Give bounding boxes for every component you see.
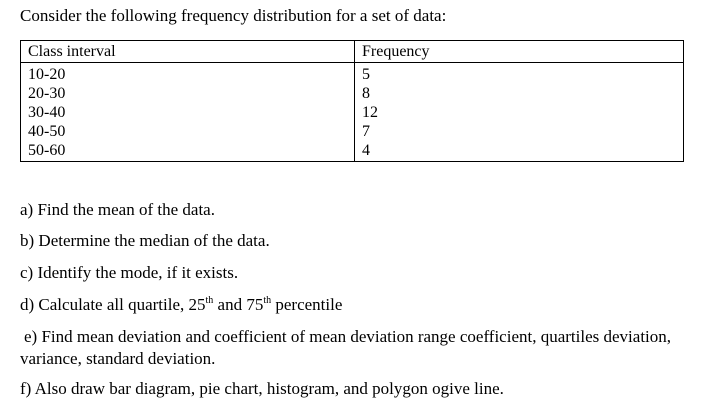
question-d-prefix: d) Calculate all quartile, 25: [20, 295, 206, 314]
header-frequency: Frequency: [355, 41, 684, 63]
ordinal-suffix: th: [205, 295, 214, 306]
question-a: a) Find the mean of the data.: [20, 200, 215, 219]
frequency-cell: 12: [362, 104, 378, 121]
question-d-middle: and 75: [213, 295, 264, 314]
question-e: [20, 326, 710, 370]
intro-text: Consider the following frequency distribution for a set of data:: [20, 6, 447, 25]
table-header-row: [21, 41, 684, 63]
table-row: [21, 84, 684, 103]
table-row: [21, 122, 684, 141]
class-interval-cell: 30-40: [21, 103, 355, 122]
class-interval-cell: 50-60: [21, 141, 355, 162]
question-e-line2: variance, standard deviation.: [20, 349, 216, 368]
table-row: [21, 63, 684, 85]
table-row: [21, 103, 684, 122]
frequency-cell: 4: [362, 142, 370, 159]
question-d-suffix: percentile: [271, 295, 343, 314]
frequency-cell: 7: [362, 123, 370, 140]
frequency-table: [20, 40, 684, 162]
question-d: [20, 294, 342, 316]
frequency-cell: 5: [362, 66, 370, 83]
frequency-cell: 8: [362, 85, 370, 102]
header-class-interval: Class interval: [21, 41, 355, 63]
question-b: b) Determine the median of the data.: [20, 231, 270, 250]
question-f: f) Also draw bar diagram, pie chart, histogram, and polygon ogive line.: [20, 379, 504, 398]
class-interval-cell: 10-20: [21, 63, 355, 85]
ordinal-suffix: th: [263, 295, 272, 306]
question-e-line1: e) Find mean deviation and coefficient of mean deviation range coefficient, quartiles deviation,: [24, 327, 672, 346]
class-interval-cell: 20-30: [21, 84, 355, 103]
class-interval-cell: 40-50: [21, 122, 355, 141]
question-c: c) Identify the mode, if it exists.: [20, 263, 239, 282]
table-row: [21, 141, 684, 162]
